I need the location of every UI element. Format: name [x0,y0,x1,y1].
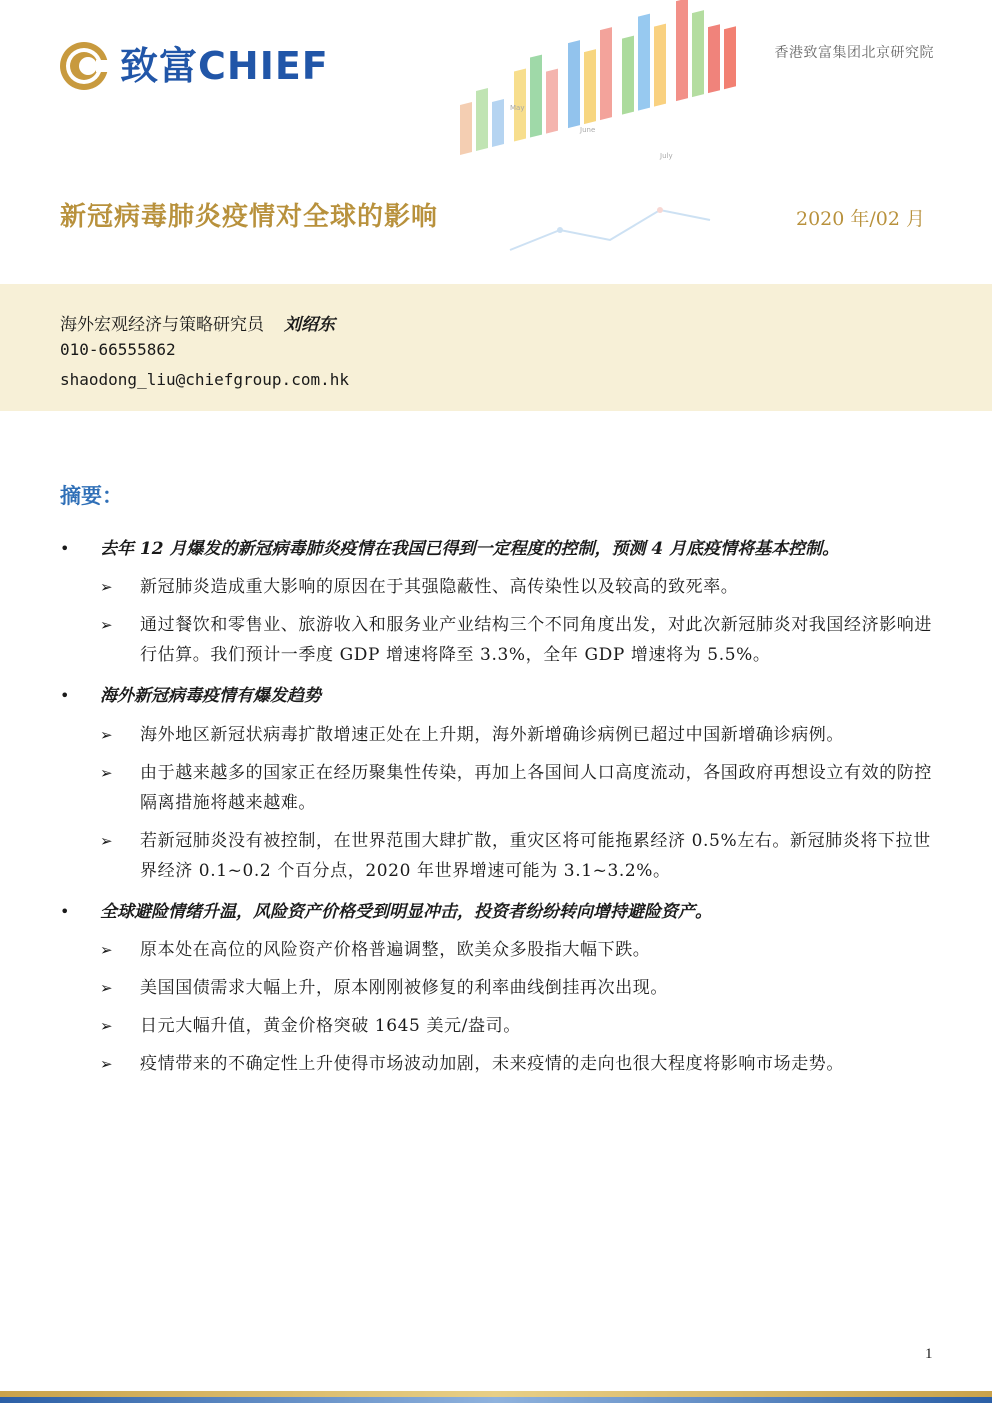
report-title: 新冠病毒肺炎疫情对全球的影响 [60,202,439,232]
author-phone: 010-66555862 [60,340,176,359]
list-item [0,826,992,886]
summary-heading: 摘要： [60,483,123,508]
bullet-icon: • [60,902,70,921]
list-item [0,1049,992,1079]
arrow-bullet-icon: ➢ [100,726,113,744]
arrow-bullet-icon: ➢ [100,1055,113,1073]
summary-section-1 [0,534,992,564]
list-item [0,973,992,1003]
list-item [0,1011,992,1041]
arrow-bullet-icon: ➢ [100,764,113,782]
list-item-text: 原本处在高位的风险资产价格普遍调整，欧美众多股指大幅下跌。 [140,940,651,960]
list-item-text: 若新冠肺炎没有被控制，在世界范围大肆扩散，重灾区将可能拖累经济 0.5%左右。新冠肺炎将下拉世界经济 0.1~0.2 个百分点，2020 年世界增速可能为 3.1~3.2%。 [140,831,931,881]
author-info-band [0,284,992,411]
author-email[interactable]: shaodong_liu@chiefgroup.com.hk [60,370,349,389]
arrow-bullet-icon: ➢ [100,1017,113,1035]
author-role: 海外宏观经济与策略研究员 [60,315,264,335]
footer-blue-bar [0,1397,992,1403]
list-item [0,935,992,965]
deco-month-may: May [510,104,525,112]
arrow-bullet-icon: ➢ [100,941,113,959]
institute-name: 香港致富集团北京研究院 [774,45,934,61]
list-item [0,572,992,602]
deco-month-june: June [580,126,596,134]
arrow-bullet-icon: ➢ [100,578,113,596]
bullet-icon: • [60,539,70,558]
section-title: 海外新冠病毒疫情有爆发趋势 [100,686,321,706]
page-number: 1 [925,1346,933,1362]
list-item-text: 由于越来越多的国家正在经历聚集性传染，再加上各国间人口高度流动，各国政府再想设立有效的防控隔离措施将越来越难。 [140,763,932,813]
list-item-text: 海外地区新冠状病毒扩散增速正处在上升期，海外新增确诊病例已超过中国新增确诊病例。 [140,725,844,745]
section-title: 全球避险情绪升温，风险资产价格受到明显冲击，投资者纷纷转向增持避险资产。 [100,902,712,922]
list-item-text: 新冠肺炎造成重大影响的原因在于其强隐蔽性、高传染性以及较高的致死率。 [140,577,739,597]
author-role-line [60,310,335,335]
list-item-text: 美国国债需求大幅上升，原本刚刚被修复的利率曲线倒挂再次出现。 [140,978,668,998]
deco-month-july: July [660,152,673,160]
arrow-bullet-icon: ➢ [100,832,113,850]
section-title: 去年 12 月爆发的新冠病毒肺炎疫情在我国已得到一定程度的控制，预测 4 月底疫情将基本控制。 [100,539,840,559]
list-item-text: 日元大幅升值，黄金价格突破 1645 美元/盎司。 [140,1016,521,1036]
author-name: 刘绍东 [284,315,335,335]
logo-text: 致富CHIEF [120,44,329,88]
chief-logo-icon [58,40,110,92]
arrow-bullet-icon: ➢ [100,979,113,997]
list-item [0,758,992,818]
arrow-bullet-icon: ➢ [100,616,113,634]
report-date: 2020 年/02 月 [796,208,926,230]
decorative-line-graph-image [500,190,720,270]
list-item [0,610,992,670]
list-item-text: 疫情带来的不确定性上升使得市场波动加剧，未来疫情的走向也很大程度将影响市场走势。 [140,1054,844,1074]
summary-section-2 [0,681,992,711]
decorative-bar-chart-image [440,0,770,180]
company-logo [58,36,378,96]
bullet-icon: • [60,686,70,705]
list-item [0,720,992,750]
list-item-text: 通过餐饮和零售业、旅游收入和服务业产业结构三个不同角度出发，对此次新冠肺炎对我国经济影响进行估算。我们预计一季度 GDP 增速将降至 3.3%，全年 GDP 增速将为 5.5%。 [140,615,932,665]
summary-section-3 [0,897,992,927]
